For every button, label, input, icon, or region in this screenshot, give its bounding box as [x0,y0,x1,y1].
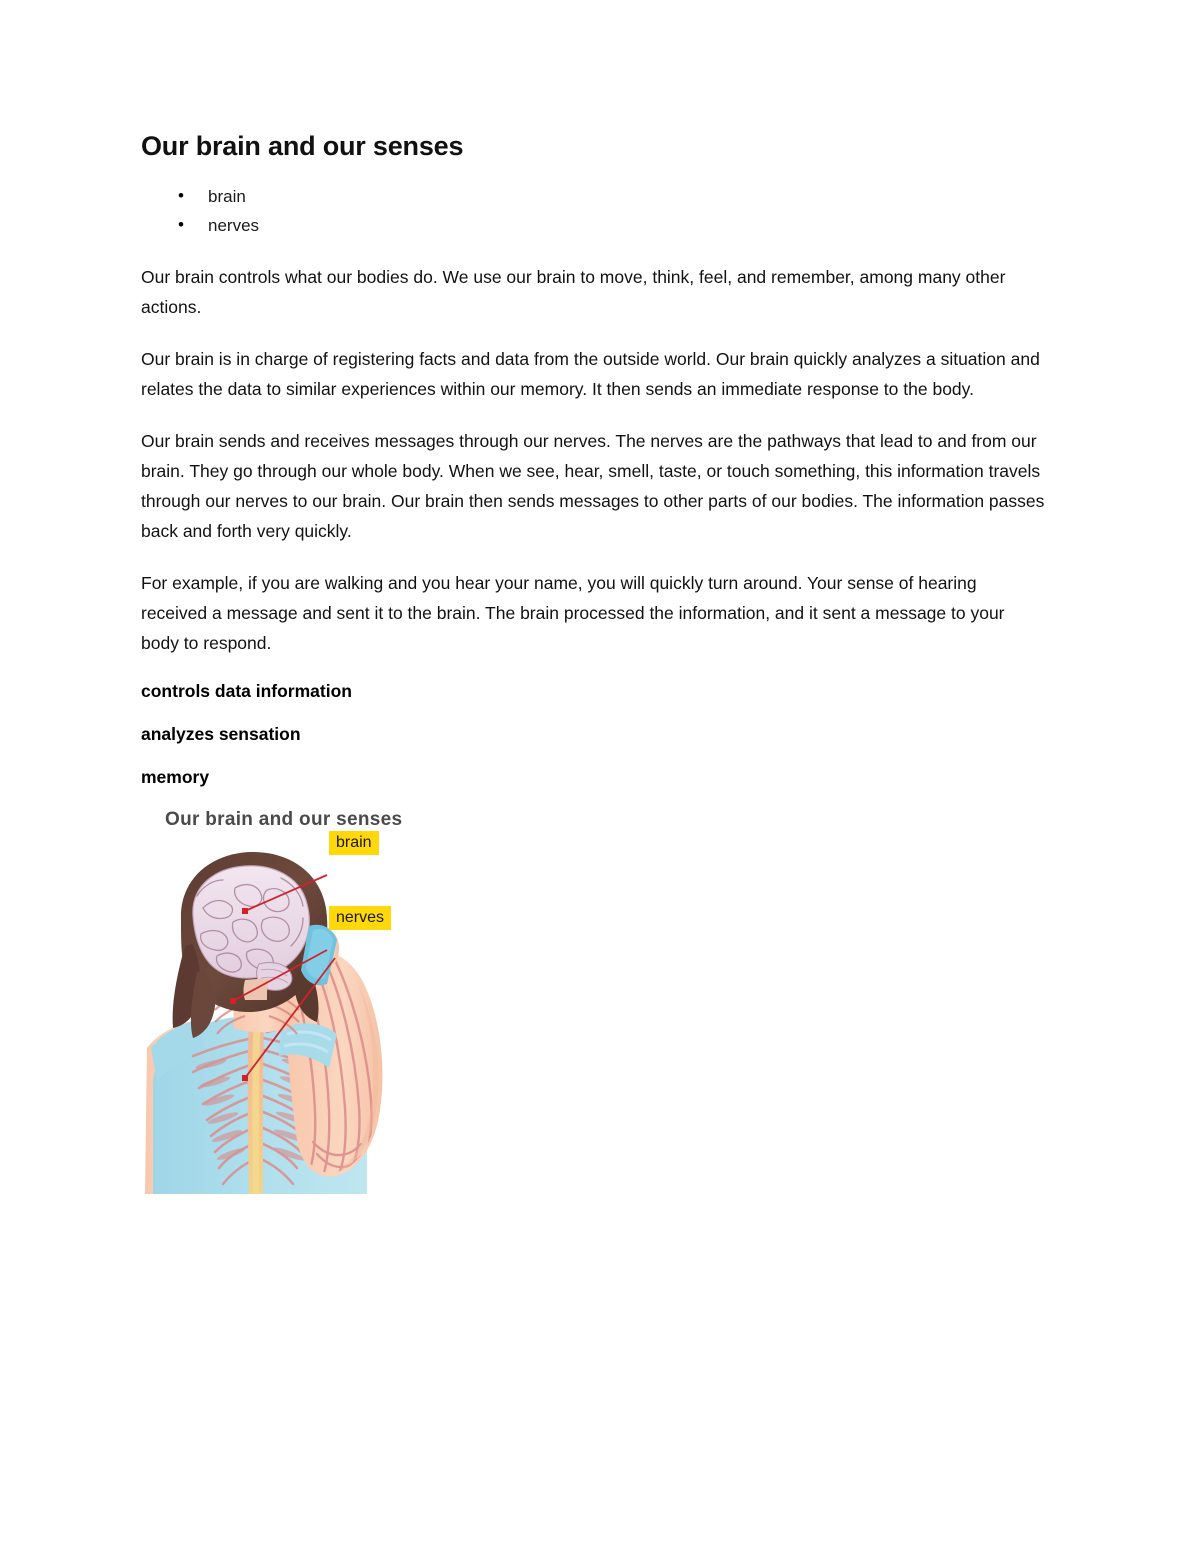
body-paragraph-2: Our brain is in charge of registering facts and data from the outside world. Our brain quickly analyzes a situation and relates the data to similar experiences within our memory. It then sends an immediate response to the body. [141,349,1040,400]
page-title: Our brain and our senses [141,131,464,161]
body-paragraph-4: For example, if you are walking and you hear your name, you will quickly turn around. Your sense of hearing received a message and sent it to the brain. The brain processed the information, and it sent a message to your body to respond. [141,573,1005,654]
body-paragraph-1: Our brain controls what our bodies do. We use our brain to move, think, feel, and remember, among many other actions. [141,267,1006,318]
vocabulary-line-3: memory [141,767,210,788]
vocabulary-line-1: controls data information [141,681,352,702]
list-item: • brain [141,182,1047,211]
body-paragraph-3: Our brain sends and receives messages through our nerves. The nerves are the pathways that lead to and from our brain. They go through our whole body. When we see, hear, smell, taste, or touch something, this information travels through our nerves to our brain. Our brain then sends messages to other parts of our bodies. The information passes back and forth very quickly. [141,431,1045,542]
list-item: • nerves [141,211,1047,240]
leader-dot-brain [242,908,248,914]
nervous-system-figure [141,809,561,1194]
leader-dot-nerves-back [242,1075,248,1081]
vocabulary-line-2: analyzes sensation [141,724,301,745]
callout-label-nerves: nerves [329,906,391,930]
figure-illustration [141,842,561,1194]
document-content [141,130,1047,1194]
callout-label-brain: brain [329,831,379,855]
figure-title: Our brain and our senses [165,809,403,831]
leader-dot-nerves-neck [230,998,236,1004]
girl-nervous-system-illustration [141,842,561,1194]
key-terms-list [141,182,1047,240]
